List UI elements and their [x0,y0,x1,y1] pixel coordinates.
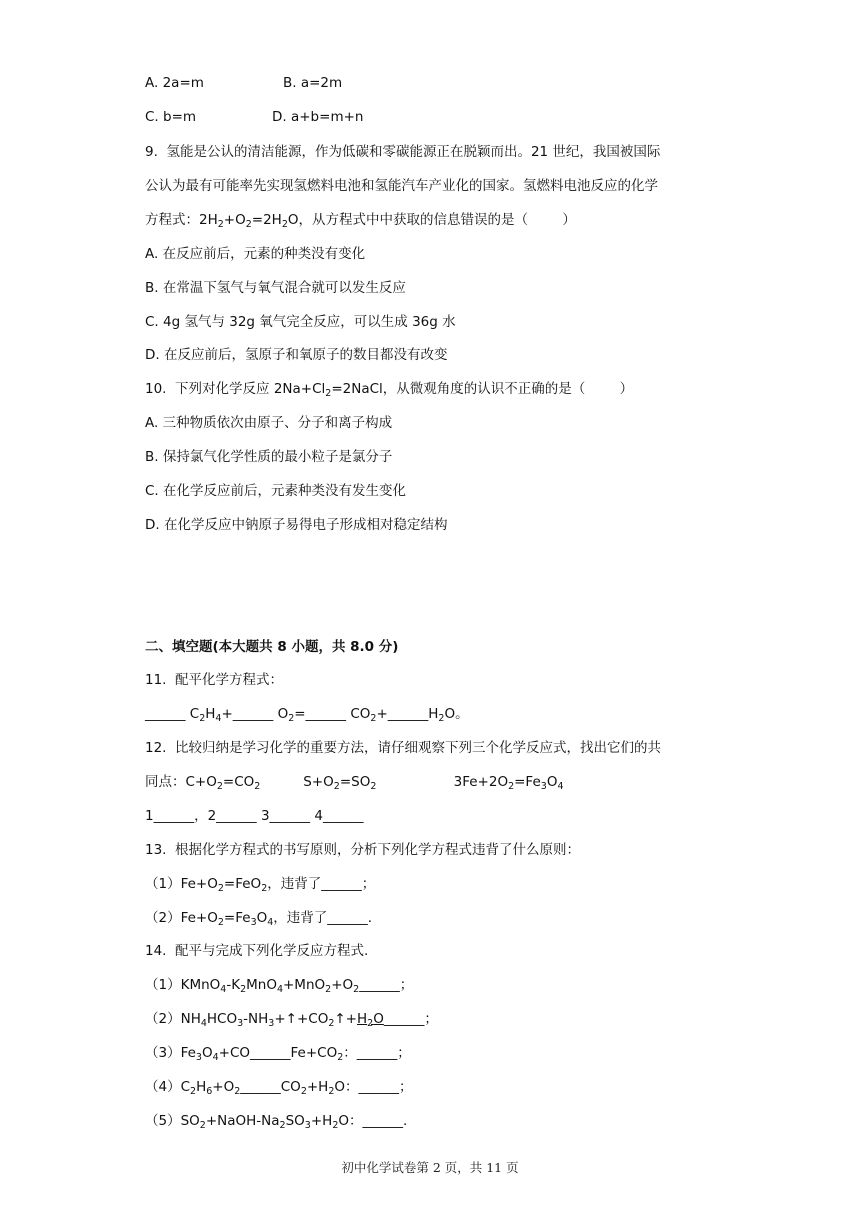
q8-option-d: D. a+b=m+n [272,109,364,125]
q12-stem-line2: 同点：$C+O_2=CO_2$ $S+O_2=SO_2$ $3Fe+2O_2=Fe_3O_4$ [145,774,564,792]
q14-item4: $(4)C_2H_6+O_2\_\_\_\_\_\_CO_2+H_2O$：______； [145,1079,413,1097]
q8-option-a: A. 2a=m [145,75,204,91]
q9-stem-line2: 公认为最有可能率先实现氢燃料电池和氢能汽车产业化的国家。氢燃料电池反应的化学 [145,178,658,194]
q13-stem: 13. 根据化学方程式的书写原则，分析下列化学方程式违背了什么原则： [145,842,581,858]
q9-option-c: C. 4g 氢气与 32g 氧气完全反应，可以生成 36g 水 [145,314,456,330]
q9-stem-line3: 方程式：$2H_2+O_2=2H_2O$，从方程式中中获取的信息错误的是（ ） [145,212,576,230]
q8-option-b: B. a=2m [283,75,343,91]
q14-stem: 14. 配平与完成下列化学反应方程式. [145,943,369,959]
q9-stem-line1: 9. 氢能是公认的清洁能源，作为低碳和零碳能源正在脱颖而出。21 世纪，我国被国际 [145,144,661,160]
section-title: 二、填空题(本大题共 8 小题，共 8.0 分) [145,639,399,655]
page-footer: 初中化学试卷第 2 页，共 11 页 [341,1160,519,1175]
q9-option-b: B. 在常温下氢气与氧气混合就可以发生反应 [145,280,406,296]
q14-item5: $(5)SO_2+NaOH-Na_2SO_3+H_2O$：______. [145,1113,408,1131]
q11-stem: 11. 配平化学方程式： [145,672,284,688]
q14-item3: $(3)Fe_3O_4+CO\_\_\_\_\_\_Fe+CO_2$：______； [145,1045,411,1063]
q14-item2: $(2)NH_4HCO_3-NH_3+↑+CO_2↑+H_2O\_\_\_\_\_\_$； [145,1011,438,1029]
q11-equation: ______ $C_2H_4+\_\_\_\_\_\_$ $O_2=\_\_\_\_\_\_$ $CO_2+\_\_\_\_\_\_H_2O$。 [145,706,469,724]
q10-option-d: D. 在化学反应中钠原子易得电子形成相对稳定结构 [145,517,448,533]
q10-option-c: C. 在化学反应前后，元素种类没有发生变化 [145,483,407,499]
q9-option-a: A. 在反应前后，元素的种类没有变化 [145,246,366,262]
q10-stem: 10. 下列对化学反应 $2Na+Cl_2=2NaCl$，从微观角度的认识不正确的是（ ） [145,381,634,399]
q14-item1: $(1)KMnO_4-K_2MnO_4+MnO_2+O_2\_\_\_\_\_\_$； [145,977,414,995]
q12-blanks: 1______，2______ 3______ 4______ [145,808,364,824]
q13-item1: $(1)Fe+O_2=FeO_2$，违背了______； [145,876,376,894]
q8-option-c: C. b=m [145,109,197,125]
q12-stem-line1: 12. 比较归纳是学习化学的重要方法，请仔细观察下列三个化学反应式，找出它们的共 [145,740,662,756]
q10-option-b: B. 保持氯气化学性质的最小粒子是氯分子 [145,449,393,465]
q13-item2: $(2)Fe+O_2=Fe_3O_4$，违背了______. [145,910,373,928]
q9-option-d: D. 在反应前后，氢原子和氧原子的数目都没有改变 [145,347,448,363]
q10-option-a: A. 三种物质依次由原子、分子和离子构成 [145,415,393,431]
